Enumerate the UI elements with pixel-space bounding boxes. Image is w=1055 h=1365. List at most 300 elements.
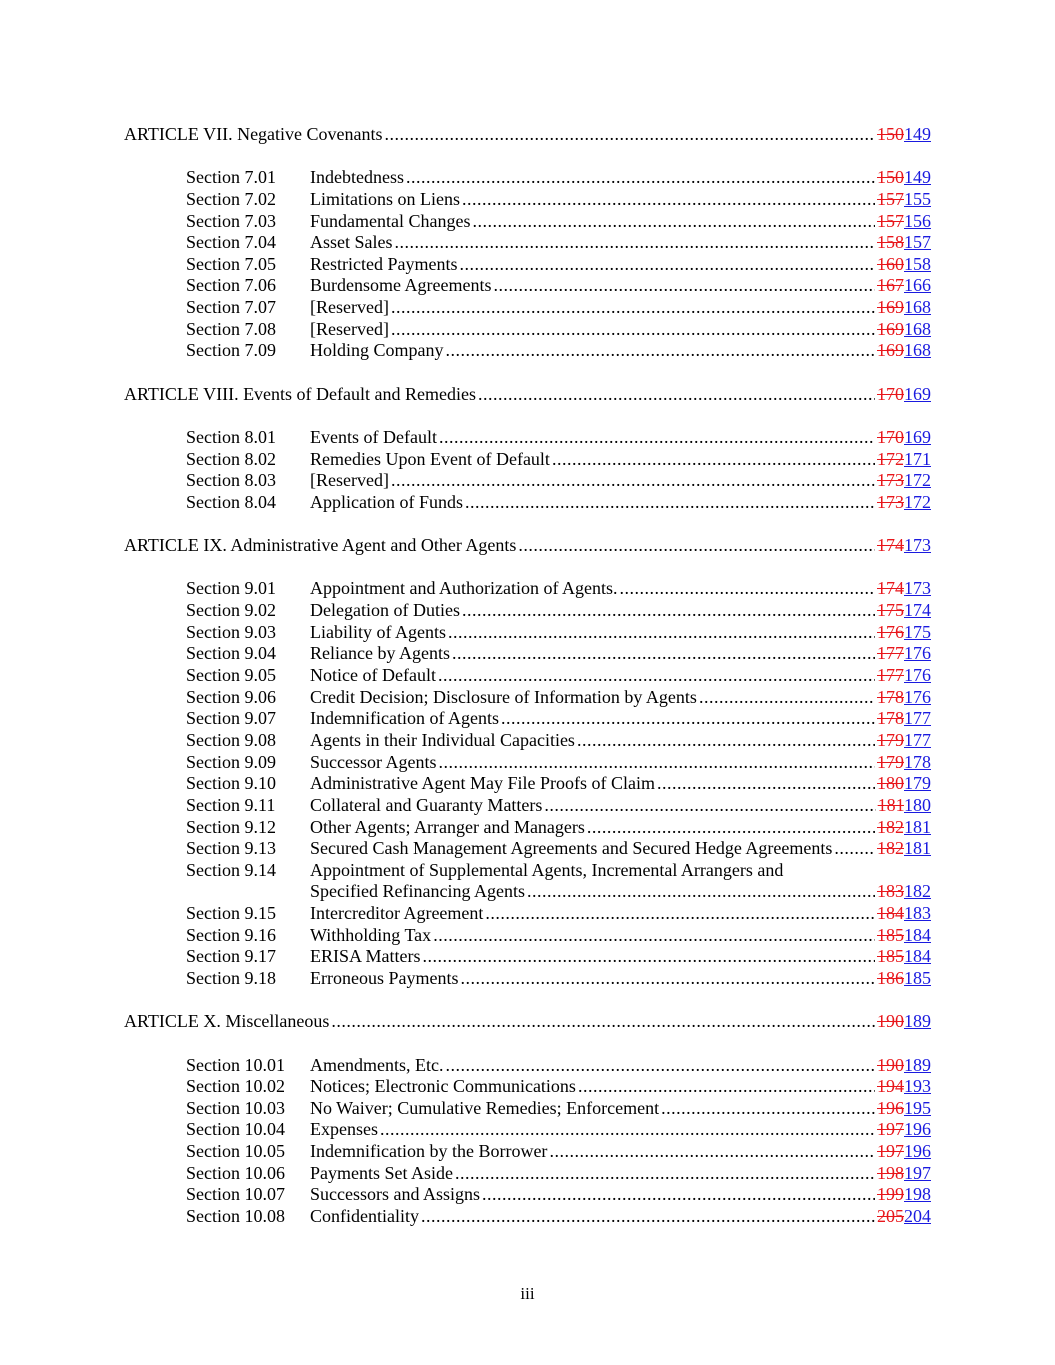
section-number: Section 7.09 xyxy=(186,340,276,361)
section-number: Section 9.17 xyxy=(186,946,276,967)
page-link[interactable]: 193 xyxy=(904,1076,931,1097)
page-link[interactable]: 168 xyxy=(904,297,931,318)
deleted-page-number: 158 xyxy=(877,232,904,253)
page-reference xyxy=(877,1011,931,1033)
section-number: Section 9.09 xyxy=(186,751,276,772)
page-link[interactable]: 169 xyxy=(904,383,931,404)
section-title: Payments Set Aside xyxy=(310,1162,453,1183)
toc-section-entry[interactable] xyxy=(124,946,931,968)
dot-leader xyxy=(395,232,876,254)
page-link[interactable]: 179 xyxy=(904,773,931,794)
toc-section-entry[interactable] xyxy=(124,578,931,600)
page-link[interactable]: 197 xyxy=(904,1162,931,1183)
toc-article-entry[interactable] xyxy=(124,124,931,146)
page-reference xyxy=(878,795,931,817)
dot-leader xyxy=(552,449,875,471)
section-title: No Waiver; Cumulative Remedies; Enforcement xyxy=(310,1097,660,1118)
section-number: Section 9.14 xyxy=(186,859,276,880)
toc-article-entry[interactable] xyxy=(124,1011,931,1033)
toc-section-entry[interactable] xyxy=(124,319,931,341)
dot-leader xyxy=(493,275,875,297)
page-link[interactable]: 173 xyxy=(904,578,931,599)
toc-section-entry[interactable] xyxy=(124,1076,931,1098)
section-title: Application of Funds xyxy=(310,491,463,512)
toc-section-entry[interactable] xyxy=(124,1184,931,1206)
page-link[interactable]: 176 xyxy=(904,686,931,707)
dot-leader xyxy=(391,319,875,341)
page-link[interactable]: 172 xyxy=(904,470,931,491)
section-title: Collateral and Guaranty Matters xyxy=(310,794,543,815)
section-number: Section 8.04 xyxy=(186,491,276,512)
blank-line xyxy=(124,1033,931,1055)
page-reference xyxy=(877,600,931,622)
page-reference xyxy=(877,925,931,947)
section-title: Intercreditor Agreement xyxy=(310,903,484,924)
section-title: Limitations on Liens xyxy=(310,188,460,209)
page-link[interactable]: 158 xyxy=(904,253,931,274)
toc-section-entry[interactable] xyxy=(124,968,931,990)
deleted-page-number: 177 xyxy=(877,665,904,686)
toc-section-entry[interactable] xyxy=(124,275,931,297)
dot-leader xyxy=(661,1098,875,1120)
page-reference xyxy=(877,881,931,903)
section-title: Asset Sales xyxy=(310,232,393,253)
dot-leader xyxy=(452,643,875,665)
section-title: Withholding Tax xyxy=(310,924,432,945)
deleted-page-number: 205 xyxy=(877,1206,904,1227)
page-reference xyxy=(877,968,931,990)
toc-section-entry[interactable] xyxy=(124,708,931,730)
section-number: Section 10.05 xyxy=(186,1141,285,1162)
page-link[interactable]: 183 xyxy=(904,903,931,924)
section-title: ERISA Matters xyxy=(310,946,421,967)
section-number: Section 7.01 xyxy=(186,167,276,188)
section-number: Section 9.02 xyxy=(186,600,276,621)
toc-section-entry-continued[interactable] xyxy=(124,881,931,903)
dot-leader xyxy=(331,1011,875,1033)
section-number: Section 8.01 xyxy=(186,426,276,447)
dot-leader xyxy=(699,687,875,709)
section-number: Section 9.15 xyxy=(186,903,276,924)
section-number: Section 10.04 xyxy=(186,1119,285,1140)
section-number: Section 8.03 xyxy=(186,470,276,491)
section-number: Section 9.08 xyxy=(186,729,276,750)
blank-line xyxy=(124,990,931,1012)
dot-leader xyxy=(385,124,875,146)
page-link[interactable]: 184 xyxy=(904,946,931,967)
section-number: Section 9.11 xyxy=(186,794,276,815)
page-link[interactable]: 196 xyxy=(904,1141,931,1162)
dot-leader xyxy=(577,730,875,752)
toc-section-entry[interactable] xyxy=(124,297,931,319)
deleted-page-number: 190 xyxy=(877,1054,904,1075)
deleted-page-number: 173 xyxy=(877,491,904,512)
dot-leader xyxy=(657,773,875,795)
dot-leader xyxy=(501,708,875,730)
deleted-page-number: 196 xyxy=(877,1097,904,1118)
page-reference xyxy=(877,427,931,449)
section-number: Section 9.07 xyxy=(186,708,276,729)
section-title: Notices; Electronic Communications xyxy=(310,1076,576,1097)
page-link[interactable]: 174 xyxy=(904,600,931,621)
page-reference xyxy=(877,1098,931,1120)
dot-leader xyxy=(544,795,875,817)
section-title: [Reserved] xyxy=(310,297,389,318)
deleted-page-number: 169 xyxy=(877,297,904,318)
blank-line xyxy=(124,362,931,384)
dot-leader xyxy=(406,167,875,189)
dot-leader xyxy=(587,817,875,839)
dot-leader xyxy=(446,340,876,362)
section-number: Section 9.10 xyxy=(186,773,276,794)
dot-leader xyxy=(462,600,875,622)
dot-leader xyxy=(478,384,875,406)
section-title: [Reserved] xyxy=(310,470,389,491)
toc-article-entry[interactable] xyxy=(124,384,931,406)
deleted-page-number: 185 xyxy=(877,924,904,945)
toc-section-entry[interactable] xyxy=(124,730,931,752)
dot-leader xyxy=(455,1163,875,1185)
toc-section-entry[interactable] xyxy=(124,232,931,254)
section-title: Indemnification of Agents xyxy=(310,708,499,729)
section-number: Section 7.07 xyxy=(186,297,276,318)
section-number: Section 9.13 xyxy=(186,838,276,859)
page-link[interactable]: 176 xyxy=(904,643,931,664)
page-reference xyxy=(877,1206,931,1228)
section-number: Section 7.05 xyxy=(186,253,276,274)
page-link[interactable]: 177 xyxy=(904,708,931,729)
deleted-page-number: 199 xyxy=(877,1184,904,1205)
page-reference xyxy=(877,643,931,665)
page-reference xyxy=(877,665,931,687)
page-number: iii xyxy=(520,1284,535,1303)
page-link[interactable]: 180 xyxy=(904,794,931,815)
section-number: Section 9.16 xyxy=(186,924,276,945)
deleted-page-number: 150 xyxy=(877,124,904,144)
deleted-page-number: 182 xyxy=(877,816,904,837)
section-title: Events of Default xyxy=(310,426,437,447)
section-number: Section 10.01 xyxy=(186,1054,285,1075)
deleted-page-number: 174 xyxy=(877,535,904,556)
section-number: Section 10.07 xyxy=(186,1184,285,1205)
page-reference xyxy=(877,817,931,839)
section-number: Section 9.06 xyxy=(186,686,276,707)
page-link[interactable]: 185 xyxy=(904,967,931,988)
dot-leader xyxy=(459,254,875,276)
deleted-page-number: 157 xyxy=(877,210,904,231)
deleted-page-number: 194 xyxy=(877,1076,904,1097)
page-reference xyxy=(877,687,931,709)
dot-leader xyxy=(472,211,875,233)
deleted-page-number: 180 xyxy=(877,773,904,794)
dot-leader xyxy=(391,297,875,319)
toc-section-entry[interactable] xyxy=(124,1206,931,1228)
page-reference xyxy=(877,319,931,341)
page-reference xyxy=(877,622,931,644)
page-link[interactable]: 176 xyxy=(904,665,931,686)
page-link[interactable]: 182 xyxy=(904,881,931,902)
toc-section-entry[interactable] xyxy=(124,838,931,860)
deleted-page-number: 198 xyxy=(877,1162,904,1183)
toc-section-entry[interactable] xyxy=(124,427,931,449)
page-reference xyxy=(877,232,931,254)
section-title: Holding Company xyxy=(310,340,444,361)
dot-leader xyxy=(527,881,875,903)
dot-leader xyxy=(438,665,875,687)
toc-section-entry[interactable] xyxy=(124,254,931,276)
page-link[interactable]: 198 xyxy=(904,1184,931,1205)
dot-leader xyxy=(485,903,875,925)
page-reference xyxy=(877,124,931,146)
page-reference xyxy=(877,838,931,860)
page-link[interactable]: 189 xyxy=(904,1011,931,1032)
deleted-page-number: 160 xyxy=(877,253,904,274)
page-reference xyxy=(877,1055,931,1077)
section-title-continued: Specified Refinancing Agents xyxy=(310,881,525,902)
section-number: Section 9.05 xyxy=(186,665,276,686)
section-number: Section 7.03 xyxy=(186,210,276,231)
section-number: Section 10.08 xyxy=(186,1206,285,1227)
section-number-spacer xyxy=(186,881,310,903)
toc-section-entry[interactable] xyxy=(124,687,931,709)
toc-section-entry[interactable] xyxy=(124,1163,931,1185)
page-link[interactable]: 172 xyxy=(904,491,931,512)
toc-section-entry[interactable] xyxy=(124,167,931,189)
page-reference xyxy=(877,492,931,514)
page-reference xyxy=(877,1119,931,1141)
dot-leader xyxy=(380,1119,875,1141)
dot-leader xyxy=(518,535,875,557)
page-link[interactable]: 149 xyxy=(904,124,931,144)
dot-leader xyxy=(465,492,875,514)
page-reference xyxy=(877,535,931,557)
page-reference xyxy=(877,167,931,189)
page-reference xyxy=(877,1076,931,1098)
section-title: Liability of Agents xyxy=(310,621,446,642)
toc-section-entry[interactable] xyxy=(124,622,931,644)
page-reference xyxy=(877,384,931,406)
page-link[interactable]: 157 xyxy=(904,232,931,253)
article-title: ARTICLE X. Miscellaneous xyxy=(124,1011,330,1032)
toc-section-entry[interactable] xyxy=(124,600,931,622)
section-title: Agents in their Individual Capacities xyxy=(310,729,575,750)
dot-leader xyxy=(438,752,875,774)
deleted-page-number: 179 xyxy=(877,751,904,772)
deleted-page-number: 170 xyxy=(877,426,904,447)
page-link[interactable]: 184 xyxy=(904,924,931,945)
page-link[interactable]: 166 xyxy=(904,275,931,296)
page-link[interactable]: 168 xyxy=(904,318,931,339)
deleted-page-number: 169 xyxy=(877,318,904,339)
toc-section-entry[interactable] xyxy=(124,1141,931,1163)
toc-section-entry[interactable] xyxy=(124,925,931,947)
toc-section-entry[interactable] xyxy=(124,1055,931,1077)
page-link[interactable]: 149 xyxy=(904,167,931,188)
section-number: Section 10.06 xyxy=(186,1162,285,1183)
section-title: Other Agents; Arranger and Managers xyxy=(310,816,585,837)
blank-line xyxy=(124,557,931,579)
section-title: Notice of Default xyxy=(310,665,436,686)
page-reference xyxy=(877,275,931,297)
deleted-page-number: 182 xyxy=(877,838,904,859)
page-link[interactable]: 195 xyxy=(904,1097,931,1118)
page-link[interactable]: 177 xyxy=(904,729,931,750)
page-reference xyxy=(877,449,931,471)
page-link[interactable]: 189 xyxy=(904,1054,931,1075)
section-title: Administrative Agent May File Proofs of Claim xyxy=(310,773,655,794)
dot-leader xyxy=(423,946,876,968)
section-title: Restricted Payments xyxy=(310,253,458,274)
page-reference xyxy=(877,1184,931,1206)
dot-leader xyxy=(460,968,875,990)
deleted-page-number: 190 xyxy=(877,1011,904,1032)
deleted-page-number: 183 xyxy=(877,881,904,902)
deleted-page-number: 185 xyxy=(877,946,904,967)
section-title: [Reserved] xyxy=(310,318,389,339)
page-reference xyxy=(877,470,931,492)
page-link[interactable]: 181 xyxy=(904,838,931,859)
page-link[interactable]: 175 xyxy=(904,621,931,642)
page-link[interactable]: 156 xyxy=(904,210,931,231)
deleted-page-number: 184 xyxy=(877,903,904,924)
section-number: Section 7.04 xyxy=(186,232,276,253)
section-number: Section 7.08 xyxy=(186,318,276,339)
section-title: Successors and Assigns xyxy=(310,1184,480,1205)
page-reference xyxy=(877,946,931,968)
deleted-page-number: 174 xyxy=(877,578,904,599)
section-number: Section 10.03 xyxy=(186,1097,285,1118)
dot-leader xyxy=(421,1206,875,1228)
deleted-page-number: 169 xyxy=(877,340,904,361)
toc-section-entry[interactable] xyxy=(124,795,931,817)
deleted-page-number: 170 xyxy=(877,383,904,404)
page-reference xyxy=(877,773,931,795)
page-link[interactable]: 204 xyxy=(904,1206,931,1227)
page-link[interactable]: 181 xyxy=(904,816,931,837)
page-link[interactable]: 168 xyxy=(904,340,931,361)
blank-line xyxy=(124,146,931,168)
section-number: Section 9.12 xyxy=(186,816,276,837)
section-title: Indemnification by the Borrower xyxy=(310,1141,548,1162)
section-title: Successor Agents xyxy=(310,751,437,772)
dot-leader xyxy=(834,838,875,860)
section-title: Delegation of Duties xyxy=(310,600,460,621)
dot-leader xyxy=(482,1184,875,1206)
toc-section-entry[interactable] xyxy=(124,211,931,233)
article-title: ARTICLE IX. Administrative Agent and Other Agents xyxy=(124,535,517,556)
toc-section-entry[interactable] xyxy=(124,1119,931,1141)
page-reference xyxy=(877,254,931,276)
dot-leader xyxy=(433,925,875,947)
dot-leader xyxy=(448,622,875,644)
page-link[interactable]: 169 xyxy=(904,426,931,447)
toc-section-entry[interactable] xyxy=(124,449,931,471)
page-reference xyxy=(877,578,931,600)
dot-leader xyxy=(619,578,875,600)
dot-leader xyxy=(549,1141,875,1163)
section-title: Appointment of Supplemental Agents, Incremental Arrangers and xyxy=(310,859,784,880)
section-number: Section 9.01 xyxy=(186,578,276,599)
blank-line xyxy=(124,405,931,427)
blank-line xyxy=(124,514,931,536)
deleted-page-number: 177 xyxy=(877,643,904,664)
page-reference xyxy=(877,752,931,774)
deleted-page-number: 173 xyxy=(877,470,904,491)
toc-section-entry[interactable] xyxy=(124,752,931,774)
page-reference xyxy=(877,297,931,319)
section-number: Section 9.04 xyxy=(186,643,276,664)
toc-section-entry[interactable] xyxy=(124,470,931,492)
page-reference xyxy=(877,211,931,233)
section-number: Section 8.02 xyxy=(186,448,276,469)
toc-section-entry[interactable] xyxy=(124,860,931,882)
page-reference xyxy=(877,189,931,211)
section-title: Credit Decision; Disclosure of Information by Agents xyxy=(310,686,697,707)
toc-section-entry[interactable] xyxy=(124,773,931,795)
toc-section-entry[interactable] xyxy=(124,492,931,514)
page-reference xyxy=(877,1141,931,1163)
dot-leader xyxy=(391,470,875,492)
article-title: ARTICLE VII. Negative Covenants xyxy=(124,124,383,144)
section-title: Remedies Upon Event of Default xyxy=(310,448,550,469)
dot-leader xyxy=(439,427,875,449)
dot-leader xyxy=(462,189,875,211)
page-reference xyxy=(877,730,931,752)
page-reference xyxy=(877,903,931,925)
section-number: Section 7.06 xyxy=(186,275,276,296)
section-title: Appointment and Authorization of Agents. xyxy=(310,578,618,599)
toc-section-entry[interactable] xyxy=(124,189,931,211)
toc-section-entry[interactable] xyxy=(124,665,931,687)
toc-section-entry[interactable] xyxy=(124,1098,931,1120)
deleted-page-number: 157 xyxy=(877,188,904,209)
section-title: Amendments, Etc. xyxy=(310,1054,444,1075)
section-title: Burdensome Agreements xyxy=(310,275,492,296)
toc-article-entry[interactable] xyxy=(124,535,931,557)
deleted-page-number: 176 xyxy=(877,621,904,642)
page-reference xyxy=(877,708,931,730)
deleted-page-number: 179 xyxy=(877,729,904,750)
section-title: Erroneous Payments xyxy=(310,967,459,988)
deleted-page-number: 197 xyxy=(877,1141,904,1162)
section-title: Secured Cash Management Agreements and Secured Hedge Agreements xyxy=(310,838,833,859)
section-title: Indebtedness xyxy=(310,167,404,188)
deleted-page-number: 186 xyxy=(877,967,904,988)
toc-section-entry[interactable] xyxy=(124,903,931,925)
deleted-page-number: 197 xyxy=(877,1119,904,1140)
page-link[interactable]: 178 xyxy=(904,751,931,772)
section-title: Reliance by Agents xyxy=(310,643,450,664)
section-title: Expenses xyxy=(310,1119,378,1140)
page-link[interactable]: 171 xyxy=(904,448,931,469)
page-link[interactable]: 155 xyxy=(904,188,931,209)
deleted-page-number: 178 xyxy=(877,686,904,707)
page-link[interactable]: 173 xyxy=(904,535,931,556)
dot-leader xyxy=(445,1055,875,1077)
section-title: Fundamental Changes xyxy=(310,210,471,231)
toc-section-entry[interactable] xyxy=(124,817,931,839)
deleted-page-number: 181 xyxy=(877,794,904,815)
section-number: Section 9.03 xyxy=(186,621,276,642)
page-reference xyxy=(877,1163,931,1185)
page-link[interactable]: 196 xyxy=(904,1119,931,1140)
section-title: Confidentiality xyxy=(310,1206,419,1227)
deleted-page-number: 175 xyxy=(877,600,904,621)
deleted-page-number: 150 xyxy=(877,167,904,188)
toc-section-entry[interactable] xyxy=(124,643,931,665)
section-number: Section 10.02 xyxy=(186,1076,285,1097)
toc-section-entry[interactable] xyxy=(124,340,931,362)
